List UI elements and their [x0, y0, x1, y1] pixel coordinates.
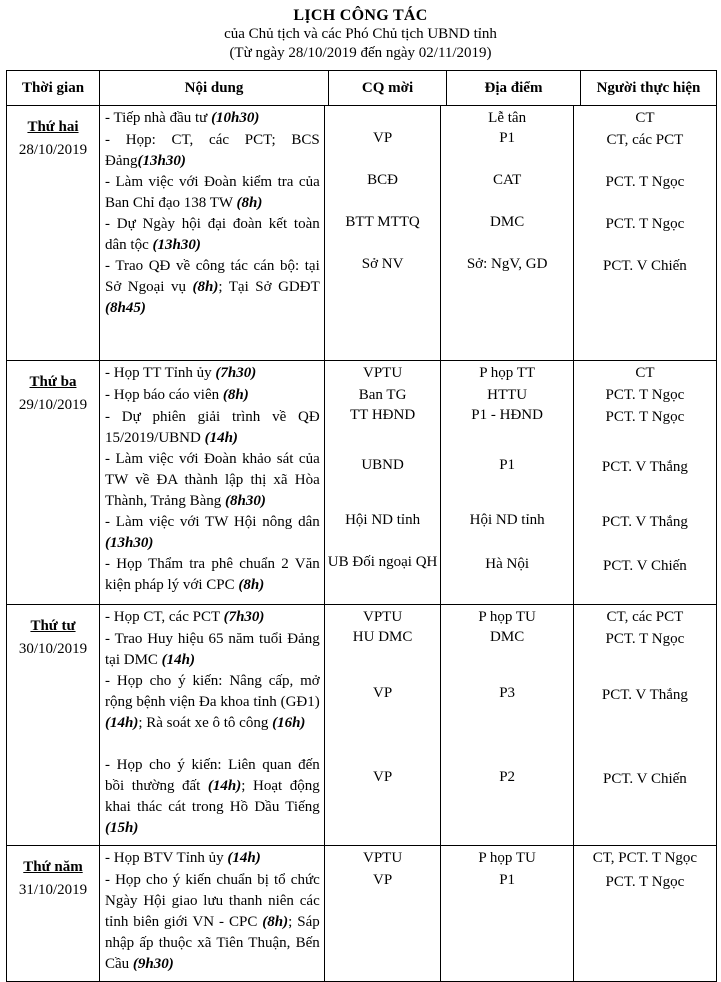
- item-text: - Họp báo cáo viên: [105, 387, 223, 403]
- item-time: (8h): [236, 195, 263, 211]
- item-time-second: (9h30): [132, 956, 174, 972]
- schedule-item: [100, 607, 716, 629]
- day-row: [7, 846, 717, 982]
- content-cell: [100, 361, 717, 605]
- day-cell: [7, 361, 100, 605]
- document-title: LỊCH CÔNG TÁC: [293, 7, 428, 24]
- item-location: P3: [441, 669, 573, 755]
- column-header: Địa điểm: [447, 71, 581, 106]
- item-responsible: PCT. T Ngọc: [605, 216, 685, 232]
- item-text: - Họp CT, các PCT: [105, 609, 224, 625]
- item-text-continued: ; Hoạt động khai thác cát trong Hồ Dầu Tiếng: [105, 778, 320, 815]
- item-organizer: Sở NV: [325, 254, 442, 360]
- item-time: (8h): [222, 387, 249, 403]
- day-date: 29/10/2019: [18, 397, 88, 413]
- item-responsible: PCT. V Thắng: [601, 459, 688, 475]
- day-name: Thứ ba: [29, 374, 77, 390]
- item-text: - Dự phiên giải trình về QĐ 15/2019/UBND: [105, 409, 320, 446]
- item-time: (14h): [204, 430, 238, 446]
- item-description: [100, 361, 325, 385]
- item-description: [100, 846, 325, 870]
- item-location: P họp TU: [441, 605, 573, 629]
- item-time: (8h): [192, 279, 219, 295]
- day-name: Thứ năm: [23, 859, 83, 875]
- item-location: P1: [441, 128, 573, 172]
- item-location: P họp TT: [441, 361, 573, 385]
- item-time: (14h): [105, 715, 139, 731]
- schedule-item: [100, 870, 716, 981]
- item-organizer: VP: [325, 868, 442, 981]
- item-responsible: CT, các PCT: [606, 132, 684, 148]
- item-time: (8h): [238, 577, 265, 593]
- item-organizer: UBND: [325, 447, 442, 512]
- item-text: - Dự Ngày hội đại đoàn kết toàn dân tộc: [105, 216, 320, 253]
- item-location: P họp TU: [441, 846, 573, 870]
- item-responsible: PCT. T Ngọc: [605, 387, 685, 403]
- item-description: [100, 627, 325, 671]
- content-cell: [100, 846, 717, 982]
- item-location: P1: [441, 447, 573, 512]
- item-responsible: PCT. T Ngọc: [605, 174, 685, 190]
- day-cell: [7, 605, 100, 846]
- item-responsible: CT, PCT. T Ngọc: [592, 850, 698, 866]
- document-date-range: (Từ ngày 28/10/2019 đến ngày 02/11/2019): [229, 45, 492, 61]
- item-location: P1 - HĐND: [441, 405, 573, 449]
- item-organizer: VPTU: [325, 361, 442, 385]
- item-description: [100, 405, 325, 449]
- day-row: [7, 106, 717, 361]
- item-organizer: BTT MTTQ: [325, 212, 442, 256]
- item-text: - Họp: CT, các PCT; BCS Đảng: [105, 132, 320, 169]
- item-time: (7h30): [223, 609, 265, 625]
- schedule-item: [100, 256, 716, 360]
- day-name: Thứ tư: [30, 618, 76, 634]
- item-responsible: CT: [635, 110, 655, 126]
- column-header: CQ mời: [329, 71, 447, 106]
- schedule-item: [100, 848, 716, 870]
- item-description: [100, 170, 325, 214]
- day-name: Thứ hai: [27, 119, 79, 135]
- item-location: HTTU: [441, 383, 573, 407]
- item-time: (13h30): [105, 535, 154, 551]
- item-description: [100, 868, 325, 981]
- item-location: DMC: [441, 212, 573, 256]
- item-responsible: PCT. V Thắng: [601, 514, 688, 530]
- item-text: - Họp cho ý kiến: Nâng cấp, mở rộng bệnh viện Đa khoa tỉnh (GĐ1): [105, 673, 320, 710]
- item-responsible: PCT. T Ngọc: [605, 409, 685, 425]
- document-subtitle: của Chủ tịch và các Phó Chủ tịch UBND tỉnh: [224, 26, 497, 42]
- content-cell: [100, 106, 717, 361]
- schedule-item: [100, 629, 716, 671]
- item-text: - Làm việc với TW Hội nông dân: [105, 514, 320, 530]
- schedule-item: [100, 449, 716, 512]
- day-row: [7, 605, 717, 846]
- item-time: (10h30): [211, 110, 260, 126]
- item-organizer: UB Đối ngoại QH: [325, 552, 442, 604]
- item-text: - Họp cho ý kiến chuẩn bị tổ chức Ngày Hội giao lưu thanh niên các tỉnh biên giới VN - CPC: [105, 872, 320, 930]
- schedule-table: [6, 70, 717, 982]
- schedule-item: [100, 512, 716, 554]
- item-text: - Làm việc với Đoàn khảo sát của TW về ĐA thành lập thị xã Hòa Thành, Trảng Bàng: [105, 451, 320, 509]
- day-row: [7, 361, 717, 605]
- day-date: 31/10/2019: [18, 882, 88, 898]
- item-description: [100, 552, 325, 604]
- item-time-second: (16h): [272, 715, 306, 731]
- item-responsible: PCT. V Chiến: [603, 258, 687, 274]
- item-text: - Trao QĐ về công tác cán bộ: tại Sở Ngoại vụ: [105, 258, 320, 295]
- item-location: Hội ND tỉnh: [441, 510, 573, 554]
- item-responsible: CT, các PCT: [606, 609, 684, 625]
- item-location: Sở: NgV, GD: [441, 254, 573, 360]
- day-cell: [7, 106, 100, 361]
- item-organizer: Hội ND tỉnh: [325, 510, 442, 554]
- item-responsible: PCT. V Thắng: [601, 687, 688, 703]
- item-location: CAT: [441, 170, 573, 214]
- item-responsible: CT: [635, 365, 655, 381]
- item-text: - Họp cho ý kiến: Liên quan đến bồi thường đất: [105, 757, 320, 794]
- item-organizer: VP: [325, 753, 442, 845]
- schedule-item: [100, 214, 716, 256]
- item-text: - Họp TT Tỉnh ủy: [105, 365, 216, 381]
- item-time: (13h30): [137, 153, 186, 169]
- content-cell: [100, 605, 717, 846]
- column-header: Người thực hiện: [581, 71, 717, 106]
- item-description: [100, 605, 325, 629]
- item-organizer: VPTU: [325, 605, 442, 629]
- item-text: - Họp BTV Tỉnh ủy: [105, 850, 228, 866]
- item-organizer: VPTU: [325, 846, 442, 870]
- item-description: [100, 128, 325, 172]
- item-responsible: PCT. T Ngọc: [605, 874, 685, 890]
- schedule-item: [100, 755, 716, 845]
- item-responsible: PCT. T Ngọc: [605, 631, 685, 647]
- item-organizer: [325, 106, 442, 130]
- item-time: (8h30): [225, 493, 266, 509]
- schedule-item: [100, 108, 716, 130]
- item-time-second: (15h): [105, 820, 139, 836]
- item-text: - Làm việc với Đoàn kiểm tra của Ban Chỉ đạo 138 TW: [105, 174, 320, 211]
- item-time: (13h30): [152, 237, 201, 253]
- item-description: [100, 669, 325, 755]
- item-description: [100, 254, 325, 360]
- item-description: [100, 753, 325, 845]
- item-time: (7h30): [215, 365, 257, 381]
- schedule-item: [100, 385, 716, 407]
- item-organizer: BCĐ: [325, 170, 442, 214]
- item-description: [100, 447, 325, 512]
- item-text: - Tiếp nhà đầu tư: [105, 110, 212, 126]
- item-organizer: Ban TG: [325, 383, 442, 407]
- item-text-continued: ; Sáp nhập ấp thuộc xã Tiên Thuận, Bến Cầu: [105, 914, 320, 972]
- item-description: [100, 383, 325, 407]
- column-header: Nội dung: [100, 71, 329, 106]
- item-location: Lễ tân: [441, 106, 573, 130]
- schedule-page: [0, 6, 721, 972]
- item-responsible: PCT. V Chiến: [603, 771, 687, 787]
- item-text-continued: ; Tại Sở GDĐT: [218, 279, 320, 295]
- schedule-item: [100, 671, 716, 755]
- item-time: (14h): [227, 850, 261, 866]
- item-location: Hà Nội: [441, 552, 573, 604]
- item-responsible: PCT. V Chiến: [603, 558, 687, 574]
- item-description: [100, 212, 325, 256]
- item-organizer: HU DMC: [325, 627, 442, 671]
- item-text-continued: ; Rà soát xe ô tô công: [138, 715, 273, 731]
- schedule-item: [100, 172, 716, 214]
- item-time: (8h): [262, 914, 289, 930]
- day-cell: [7, 846, 100, 982]
- column-header: Thời gian: [7, 71, 100, 106]
- schedule-item: [100, 363, 716, 385]
- item-organizer: VP: [325, 128, 442, 172]
- item-time: (14h): [207, 778, 242, 794]
- item-organizer: VP: [325, 669, 442, 755]
- item-location: P1: [441, 868, 573, 981]
- item-description: [100, 106, 325, 130]
- schedule-item: [100, 407, 716, 449]
- document-header: [0, 6, 721, 63]
- item-text: - Họp Thẩm tra phê chuẩn 2 Văn kiện pháp lý với CPC: [105, 556, 320, 593]
- day-date: 28/10/2019: [18, 142, 88, 158]
- item-organizer: TT HĐND: [325, 405, 442, 449]
- item-text: - Trao Huy hiệu 65 năm tuổi Đảng tại DMC: [105, 631, 320, 668]
- item-time: (14h): [161, 652, 196, 668]
- item-time-second: (8h45): [105, 300, 146, 316]
- day-date: 30/10/2019: [18, 641, 88, 657]
- item-location: DMC: [441, 627, 573, 671]
- schedule-item: [100, 554, 716, 604]
- schedule-item: [100, 130, 716, 172]
- item-description: [100, 510, 325, 554]
- item-location: P2: [441, 753, 573, 845]
- table-header-row: [7, 71, 717, 106]
